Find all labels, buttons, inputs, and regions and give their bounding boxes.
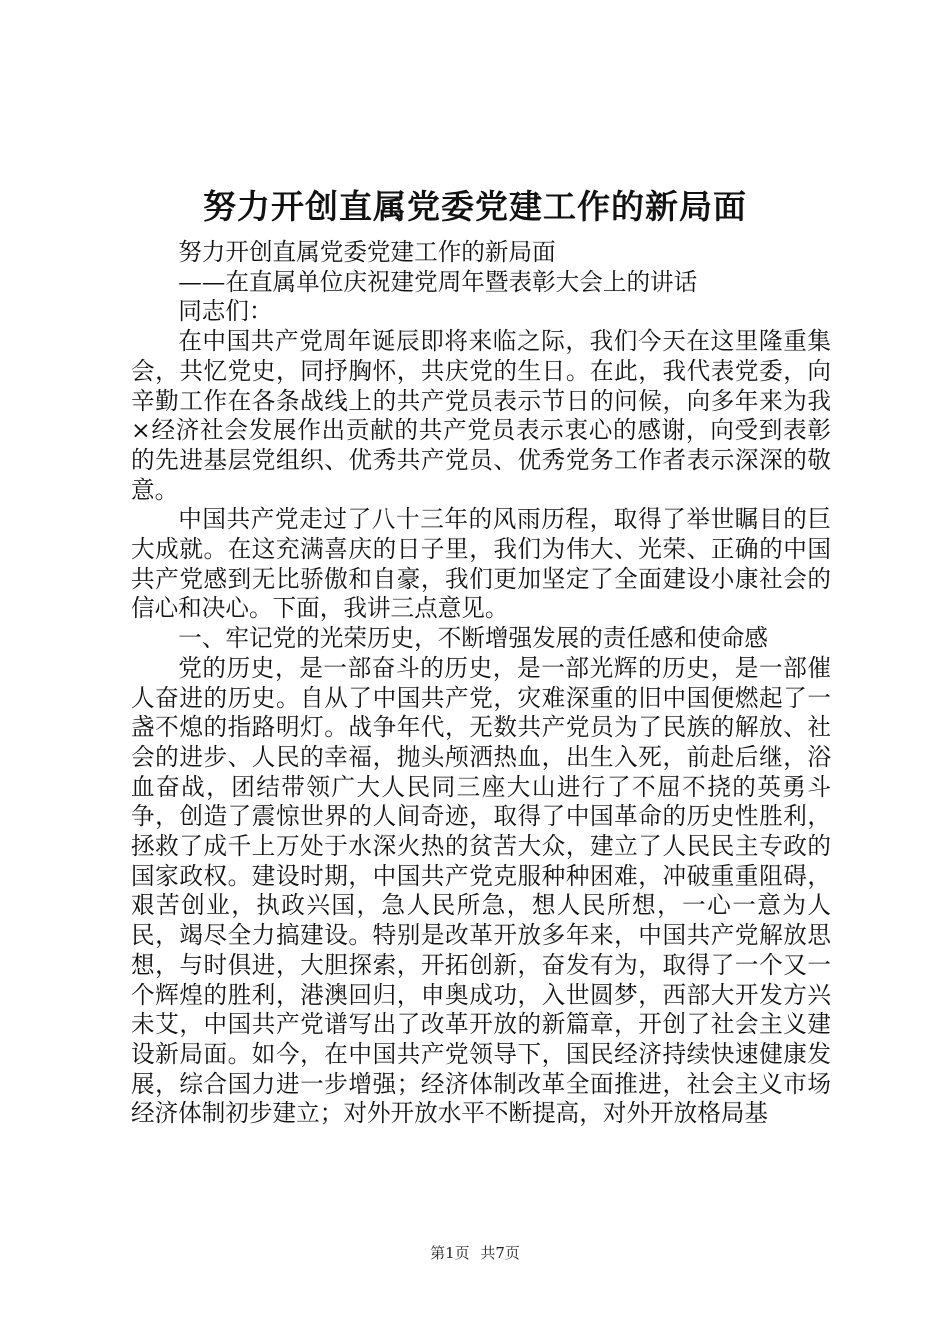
body-paragraph: 在中国共产党周年诞辰即将来临之际，我们今天在这里隆重集会，共忆党史，同抒胸怀，共庆党的生日。在此，我代表党委，向辛勤工作在各条战线上的共产党员表示节日的问候，向多年来为我×经济社会发展作出贡献的共产党员表示衷心的感谢，向受到表彰的先进基层党组织、优秀共产党员、优秀党务工作者表示深深的敬意。: [131, 327, 831, 504]
page-number: 第1页: [430, 1244, 470, 1262]
salutation: 同志们：: [178, 297, 273, 326]
page-total: 共7页: [480, 1244, 520, 1262]
document-title: 努力开创直属党委党建工作的新局面: [203, 187, 747, 226]
body-paragraph: 中国共产党走过了八十三年的风雨历程，取得了举世瞩目的巨大成就。在这充满喜庆的日子里，我们为伟大、光荣、正确的中国共产党感到无比骄傲和自豪，我们更加坚定了全面建设小康社会的信心和决心。下面，我讲三点意见。: [131, 505, 831, 623]
page-footer: [0, 1243, 950, 1263]
document-body: [131, 238, 831, 1129]
body-paragraph: 党的历史，是一部奋斗的历史，是一部光辉的历史，是一部催人奋进的历史。自从了中国共产党，灾难深重的旧中国便燃起了一盏不熄的指路明灯。战争年代，无数共产党员为了民族的解放、社会的进步、人民的幸福，抛头颅洒热血，出生入死，前赴后继，浴血奋战，团结带领广大人民同三座大山进行了不屈不挠的英勇斗争，创造了震惊世界的人间奇迹，取得了中国革命的历史性胜利，拯救了成千上万处于水深火热的贫苦大众，建立了人民民主专政的国家政权。建设时期，中国共产党克服种种困难，冲破重重阻碍，艰苦创业，执政兴国，急人民所急，想人民所想，一心一意为人民，竭尽全力搞建设。特别是改革开放多年来，中国共产党解放思想，与时俱进，大胆探索，开拓创新，奋发有为，取得了一个又一个辉煌的胜利，港澳回归，申奥成功，入世圆梦，西部大开发方兴未艾，中国共产党谱写出了改革开放的新篇章，开创了社会主义建设新局面。如今，在中国共产党领导下，国民经济持续快速健康发展，综合国力进一步增强；经济体制改革全面推进，社会主义市场经济体制初步建立；对外开放水平不断提高，对外开放格局基: [131, 653, 831, 1128]
section-heading: 一、牢记党的光荣历史，不断增强发展的责任感和使命感: [178, 624, 769, 653]
speech-occasion-line: ——在直属单位庆祝建党周年暨表彰大会上的讲话: [178, 267, 698, 296]
subtitle-line: 努力开创直属党委党建工作的新局面: [178, 238, 556, 266]
